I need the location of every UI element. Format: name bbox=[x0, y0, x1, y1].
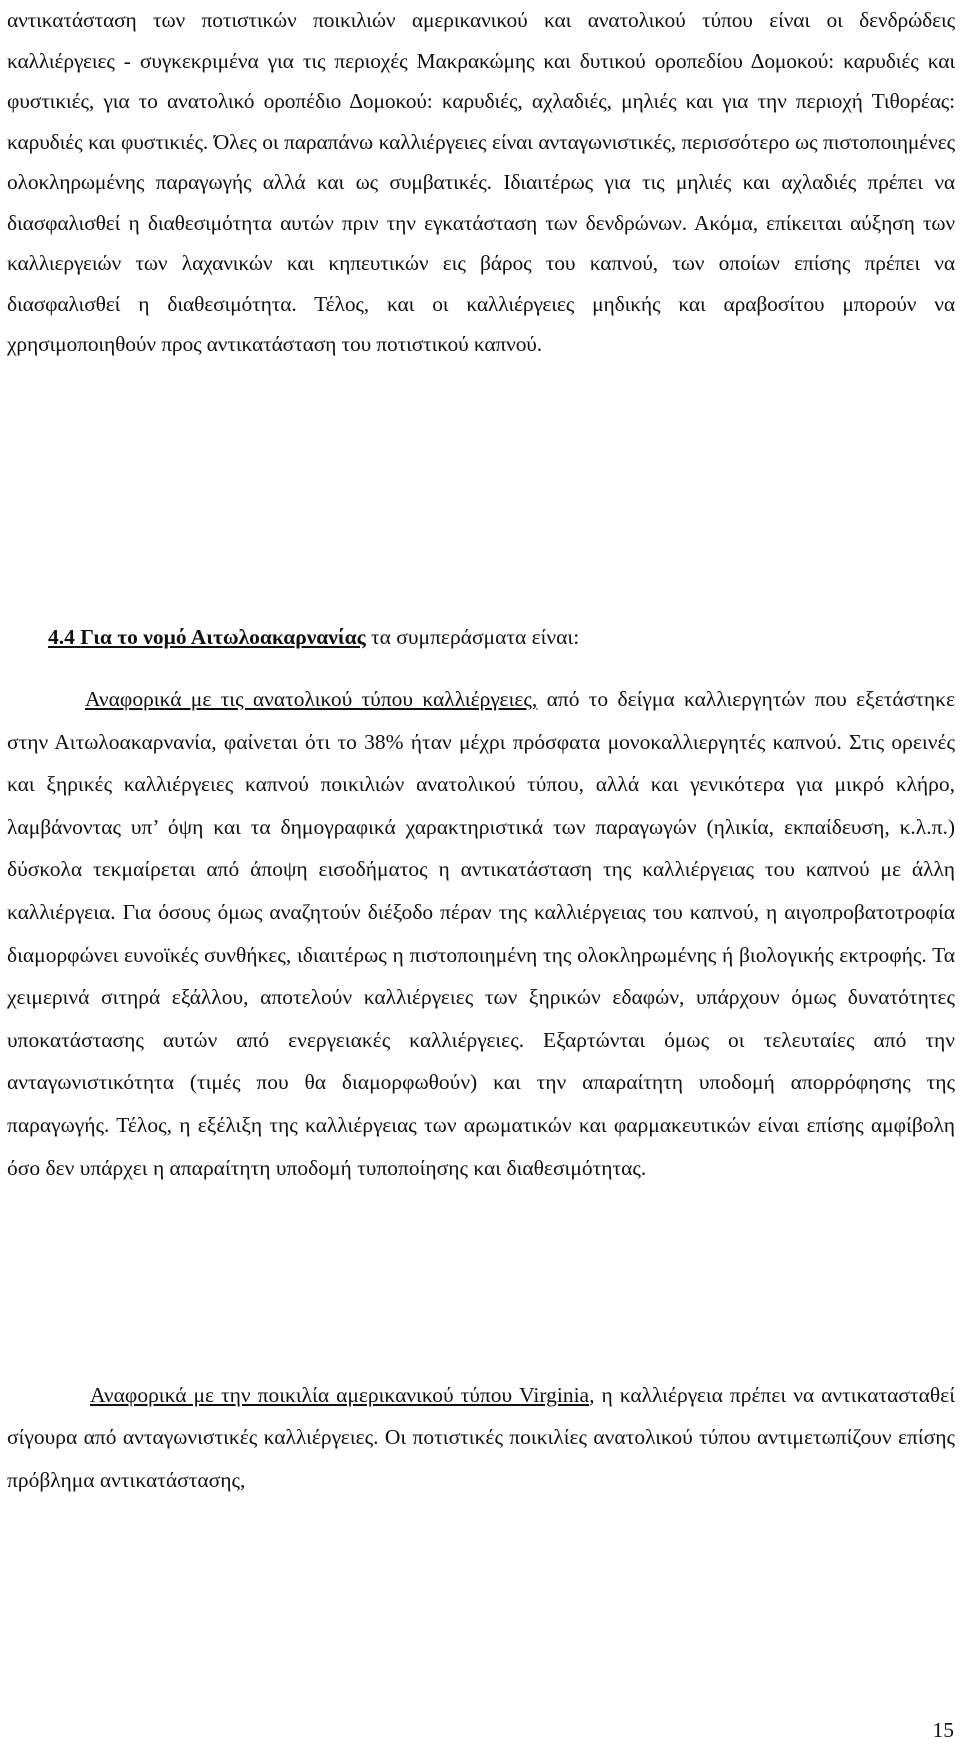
paragraph-continuation bbox=[7, 0, 955, 365]
section-number: 4.4 bbox=[48, 625, 75, 649]
paragraph-text: αντικατάσταση των ποτιστικών ποικιλιών αμερικανικού και ανατολικού τύπου είναι οι δενδρώδεις καλλιέργειες - συγκεκριμένα για τις περιοχές Μακρακώμης και δυτικού οροπεδίου Δομοκού: καρυδιές και φυστικιές, για το ανατολικό οροπέδιο Δομοκού: καρυδιές, αχλαδιές, μηλιές και για την περιοχή Τιθορέας: καρυδιές και φυστικιές. Όλες οι παραπάνω καλλιέργειες είναι ανταγωνιστικές, περισσότερο ως πιστοποιημένες ολοκληρωμένης παραγωγής αλλά και ως συμβατικές. Ιδιαιτέρως για τις μηλιές και αχλαδιές πρέπει να διασφαλισθεί η διαθεσιμότητα αυτών πριν την εγκατάσταση των δενδρώνων. Ακόμα, επίκειται αύξηση των καλλιεργειών των λαχανικών και κηπευτικών εις βάρος του καπνού, των οποίων επίσης πρέπει να διασφαλισθεί η διαθεσιμότητα. Τέλος, και οι καλλιέργειες μηδικής και αραβοσίτου μπορούν να χρησιμοποιηθούν προς αντικατάσταση του ποτιστικού καπνού. bbox=[7, 8, 955, 356]
paragraph-text: , η καλλιέργεια πρέπει να αντικατασταθεί σίγουρα από ανταγωνιστικές καλλιέργειες. Οι ποτιστικές ποικιλίες ανατολικού τύπου αντιμετωπίζουν επίσης πρόβλημα αντικατάστασης, bbox=[7, 1383, 955, 1492]
paragraph-lead: Αναφορικά με τις ανατολικού τύπου καλλιέργειες, bbox=[85, 687, 538, 711]
section-heading bbox=[48, 622, 579, 652]
page-number: 15 bbox=[932, 1718, 954, 1742]
section-suffix: τα συμπεράσματα είναι: bbox=[371, 625, 580, 649]
section-title: Για το νομό Αιτωλοακαρνανίας bbox=[80, 625, 366, 649]
paragraph-lead: Αναφορικά με την ποικιλία αμερικανικού τύπου Virginia bbox=[90, 1383, 590, 1407]
paragraph-virginia-type bbox=[7, 1374, 955, 1501]
paragraph-text: από το δείγμα καλλιεργητών που εξετάστηκε στην Αιτωλοακαρνανία, φαίνεται ότι το 38% ήταν μέχρι πρόσφατα μονοκαλλιεργητές καπνού. Στις ορεινές και ξηρικές καλλιέργειες καπνού ποικιλιών ανατολικού τύπου, αλλά και γενικότερα για μικρό κλήρο, λαμβάνοντας υπ’ όψη και τα δημογραφικά χαρακτηριστικά των παραγωγών (ηλικία, εκπαίδευση, κ.λ.π.) δύσκολα τεκμαίρεται από άποψη εισοδήματος η αντικατάσταση της καλλιέργειας του καπνού με άλλη καλλιέργεια. Για όσους όμως αναζητούν διέξοδο πέραν της καλλιέργειας του καπνού, η αιγοπροβατοτροφία διαμορφώνει ευνοϊκές συνθήκες, ιδιαιτέρως η πιστοποιημένη της ολοκληρωμένης ή βιολογικής εκτροφής. Τα χειμερινά σιτηρά εξάλλου, αποτελούν καλλιέργειες των ξηρικών εδαφών, υπάρχουν όμως δυνατότητες υποκατάστασης αυτών από ενεργειακές καλλιέργειες. Εξαρτώνται όμως οι τελευταίες από την ανταγωνιστικότητα (τιμές που θα διαμορφωθούν) και την απαραίτητη υποδομή απορρόφησης της παραγωγής. Τέλος, η εξέλιξη της καλλιέργειας των αρωματικών και φαρμακευτικών είναι επίσης αμφίβολη όσο δεν υπάρχει η απαραίτητη υποδομή τυποποίησης και διαθεσιμότητας. bbox=[7, 687, 956, 1180]
paragraph-eastern-type bbox=[7, 678, 955, 1189]
